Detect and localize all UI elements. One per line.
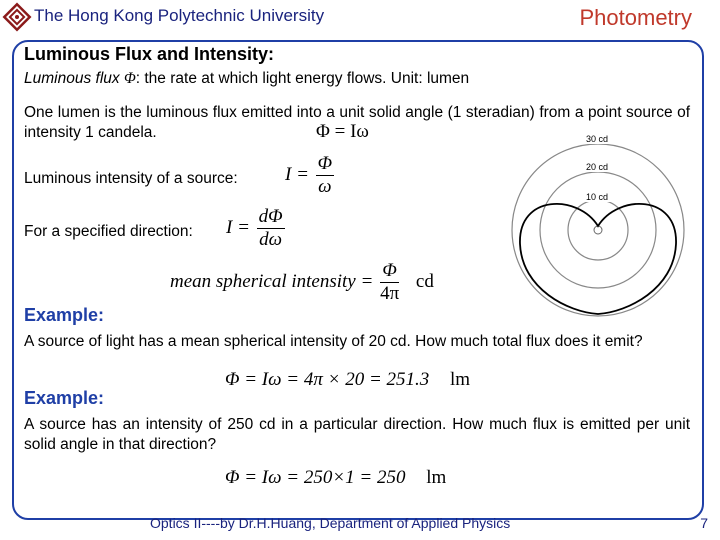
page-number: 7	[700, 515, 708, 531]
flux-symbol: Φ	[123, 70, 136, 87]
flux-definition-text: : the rate at which light energy flows. Unit: lumen	[135, 70, 470, 87]
example-2-unit: lm	[426, 467, 447, 488]
intensity-numerator: Φ	[317, 153, 333, 174]
lumen-equation: Φ = Iω	[316, 121, 369, 142]
direction-numerator: dΦ	[258, 206, 283, 227]
lumen-text: One lumen is the luminous flux emitted into a unit solid angle (1 steradian) from a point source of intensity 1 candela.	[24, 104, 690, 141]
university-logo	[2, 2, 32, 32]
flux-term: Luminous flux	[24, 70, 120, 87]
mean-unit: cd	[415, 270, 434, 292]
example-2-equation: Φ = Iω = 250×1 = 250	[225, 467, 406, 488]
label-30cd: 30 cd	[586, 134, 609, 144]
slide-topic: Photometry	[579, 5, 692, 30]
example-1-unit: lm	[450, 369, 471, 390]
intensity-denominator: ω	[318, 176, 332, 197]
mean-intensity-equation	[170, 260, 434, 305]
example-2-text: A source has an intensity of 250 cd in a particular direction. How much flux is emitted per unit solid angle in that direction?	[24, 416, 690, 453]
intensity-lhs: I =	[285, 163, 309, 185]
intensity-distribution-diagram	[508, 124, 686, 324]
mean-numerator: Φ	[380, 260, 399, 283]
example-2-answer	[225, 467, 446, 489]
mean-denominator: 4π	[380, 283, 400, 304]
label-20cd: 20 cd	[586, 162, 609, 172]
intensity-label: Luminous intensity of a source:	[24, 170, 238, 187]
example-1-equation: Φ = Iω = 4π × 20 = 251.3	[225, 369, 430, 390]
intensity-fraction	[316, 153, 334, 198]
example-1-text: A source of light has a mean spherical intensity of 20 cd. How much total flux does it emit?	[24, 333, 643, 350]
flux-definition	[24, 70, 469, 88]
direction-equation	[226, 206, 287, 251]
direction-denominator: dω	[259, 229, 283, 250]
example-1-answer	[225, 369, 470, 391]
university-name: The Hong Kong Polytechnic University	[34, 6, 325, 25]
example-1-heading: Example:	[24, 305, 105, 325]
section-title: Luminous Flux and Intensity:	[24, 44, 275, 64]
direction-lhs: I =	[226, 216, 250, 238]
mean-fraction	[380, 260, 399, 305]
direction-fraction	[257, 206, 285, 251]
footer-credit: Optics II----by Dr.H.Huang, Department of Applied Physics	[150, 515, 511, 531]
example-2-heading: Example:	[24, 388, 105, 408]
mean-lhs: mean spherical intensity =	[170, 270, 374, 292]
label-10cd: 10 cd	[586, 192, 609, 202]
direction-label: For a specified direction:	[24, 223, 193, 240]
intensity-equation	[285, 153, 336, 198]
